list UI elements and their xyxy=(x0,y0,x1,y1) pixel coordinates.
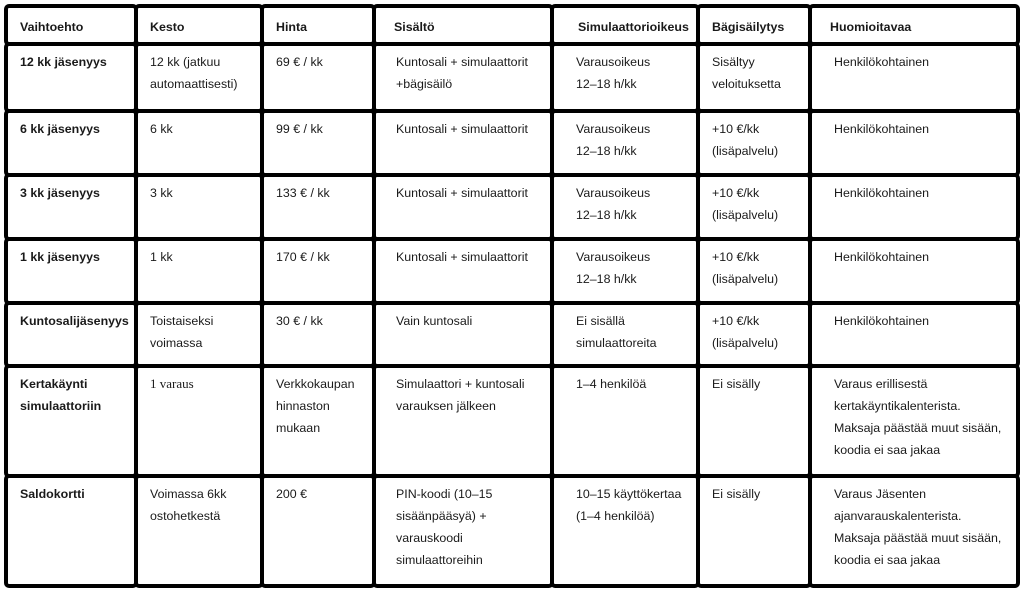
cell-text: +10 €/kk (lisäpalvelu) xyxy=(712,186,779,222)
header-contents xyxy=(372,4,554,46)
cell-price xyxy=(260,109,376,177)
cell-text: Varausoikeus 12–18 h/kk xyxy=(576,186,651,222)
cell-text: +10 €/kk (lisäpalvelu) xyxy=(712,250,779,286)
cell-bag-storage xyxy=(696,474,812,588)
cell-text: 12 kk (jatkuu automaattisesti) xyxy=(150,55,238,91)
cell-text: Toistaiseksi voimassa xyxy=(150,314,214,350)
cell-contents xyxy=(372,109,554,177)
cell-text: 6 kk xyxy=(150,122,173,136)
cell-text: 1–4 henkilöä xyxy=(576,377,647,391)
cell-simulator-access xyxy=(550,364,700,478)
cell-duration xyxy=(134,474,264,588)
cell-price xyxy=(260,364,376,478)
header-label: Simulaattorioikeus xyxy=(578,20,689,34)
header-duration xyxy=(134,4,264,46)
cell-option xyxy=(4,474,138,588)
cell-option xyxy=(4,301,138,368)
cell-duration xyxy=(134,173,264,241)
cell-contents xyxy=(372,301,554,368)
cell-bag-storage xyxy=(696,173,812,241)
cell-text: Henkilökohtainen xyxy=(834,314,930,328)
cell-text: Verkkokaupan hinnaston mukaan xyxy=(276,377,355,435)
cell-text: Varausoikeus 12–18 h/kk xyxy=(576,250,651,286)
cell-text: Ei sisällä simulaattoreita xyxy=(576,314,657,350)
cell-duration xyxy=(134,42,264,113)
cell-text: 1 kk xyxy=(150,250,173,264)
cell-text: Saldokortti xyxy=(20,487,85,501)
cell-bag-storage xyxy=(696,301,812,368)
header-simulator-access xyxy=(550,4,700,46)
header-label: Hinta xyxy=(276,20,307,34)
cell-option xyxy=(4,109,138,177)
cell-option xyxy=(4,173,138,241)
cell-price xyxy=(260,474,376,588)
header-bag-storage xyxy=(696,4,812,46)
cell-simulator-access xyxy=(550,474,700,588)
cell-text: Kuntosali + simulaattorit xyxy=(396,122,528,136)
cell-text: Henkilökohtainen xyxy=(834,55,930,69)
cell-text: 200 € xyxy=(276,487,308,501)
cell-text: Varaus erillisestä kertakäyntikalenterista. Maksaja päästää muut sisään, koodia ei saa jakaa xyxy=(834,377,1002,457)
cell-text: 170 € / kk xyxy=(276,250,330,264)
cell-text: Henkilökohtainen xyxy=(834,250,930,264)
cell-contents xyxy=(372,474,554,588)
cell-text: 69 € / kk xyxy=(276,55,323,69)
cell-text: Ei sisälly xyxy=(712,377,761,391)
cell-contents xyxy=(372,364,554,478)
cell-contents xyxy=(372,237,554,305)
cell-text: 99 € / kk xyxy=(276,122,323,136)
cell-text: Henkilökohtainen xyxy=(834,122,930,136)
cell-duration xyxy=(134,301,264,368)
cell-text: Vain kuntosali xyxy=(396,314,473,328)
cell-price xyxy=(260,237,376,305)
cell-price xyxy=(260,42,376,113)
cell-price xyxy=(260,301,376,368)
cell-bag-storage xyxy=(696,364,812,478)
cell-simulator-access xyxy=(550,173,700,241)
cell-option xyxy=(4,237,138,305)
header-label: Vaihtoehto xyxy=(20,20,84,34)
cell-contents xyxy=(372,42,554,113)
header-price xyxy=(260,4,376,46)
cell-simulator-access xyxy=(550,237,700,305)
header-label: Bägisäilytys xyxy=(712,20,785,34)
cell-text: 6 kk jäsenyys xyxy=(20,122,100,136)
cell-text: +10 €/kk (lisäpalvelu) xyxy=(712,122,779,158)
cell-text: 12 kk jäsenyys xyxy=(20,55,107,69)
cell-notes xyxy=(808,42,1020,113)
cell-simulator-access xyxy=(550,109,700,177)
cell-simulator-access xyxy=(550,301,700,368)
cell-text: Varausoikeus 12–18 h/kk xyxy=(576,122,651,158)
cell-notes xyxy=(808,301,1020,368)
cell-option xyxy=(4,42,138,113)
cell-text: Kuntosalijäsenyys xyxy=(20,314,129,328)
cell-bag-storage xyxy=(696,109,812,177)
cell-text: Henkilökohtainen xyxy=(834,186,930,200)
cell-text: Kuntosali + simulaattorit +bägisäilö xyxy=(396,55,528,91)
cell-simulator-access xyxy=(550,42,700,113)
header-notes xyxy=(808,4,1020,46)
cell-notes xyxy=(808,173,1020,241)
cell-notes xyxy=(808,237,1020,305)
cell-option xyxy=(4,364,138,478)
cell-notes xyxy=(808,109,1020,177)
cell-text: Voimassa 6kk ostohetkestä xyxy=(150,487,227,523)
cell-text: Kuntosali + simulaattorit xyxy=(396,250,528,264)
cell-text: PIN-koodi (10–15 sisäänpääsyä) + varauskoodi simulaattoreihin xyxy=(396,487,493,567)
cell-text: Sisältyy veloituksetta xyxy=(712,55,781,91)
header-label: Huomioitavaa xyxy=(830,20,912,34)
cell-bag-storage xyxy=(696,237,812,305)
cell-text: 30 € / kk xyxy=(276,314,323,328)
cell-duration xyxy=(134,364,264,478)
cell-text: Varausoikeus 12–18 h/kk xyxy=(576,55,651,91)
cell-text: 1 kk jäsenyys xyxy=(20,250,100,264)
cell-text: Ei sisälly xyxy=(712,487,761,501)
cell-text: 3 kk jäsenyys xyxy=(20,186,100,200)
cell-text: 1 varaus xyxy=(150,376,194,391)
cell-notes xyxy=(808,474,1020,588)
cell-contents xyxy=(372,173,554,241)
cell-text: Simulaattori + kuntosali varauksen jälkeen xyxy=(396,377,525,413)
cell-duration xyxy=(134,237,264,305)
cell-text: Kuntosali + simulaattorit xyxy=(396,186,528,200)
header-option xyxy=(4,4,138,46)
cell-text: 133 € / kk xyxy=(276,186,330,200)
cell-text: Varaus Jäsenten ajanvarauskalenterista. Maksaja päästää muut sisään, koodia ei saa jakaa xyxy=(834,487,1002,567)
header-label: Sisältö xyxy=(394,20,435,34)
cell-duration xyxy=(134,109,264,177)
header-label: Kesto xyxy=(150,20,185,34)
cell-text: +10 €/kk (lisäpalvelu) xyxy=(712,314,779,350)
cell-text: 10–15 käyttökertaa (1–4 henkilöä) xyxy=(576,487,682,523)
cell-notes xyxy=(808,364,1020,478)
cell-bag-storage xyxy=(696,42,812,113)
cell-text: Kertakäynti simulaattoriin xyxy=(20,377,102,413)
cell-text: 3 kk xyxy=(150,186,173,200)
cell-price xyxy=(260,173,376,241)
